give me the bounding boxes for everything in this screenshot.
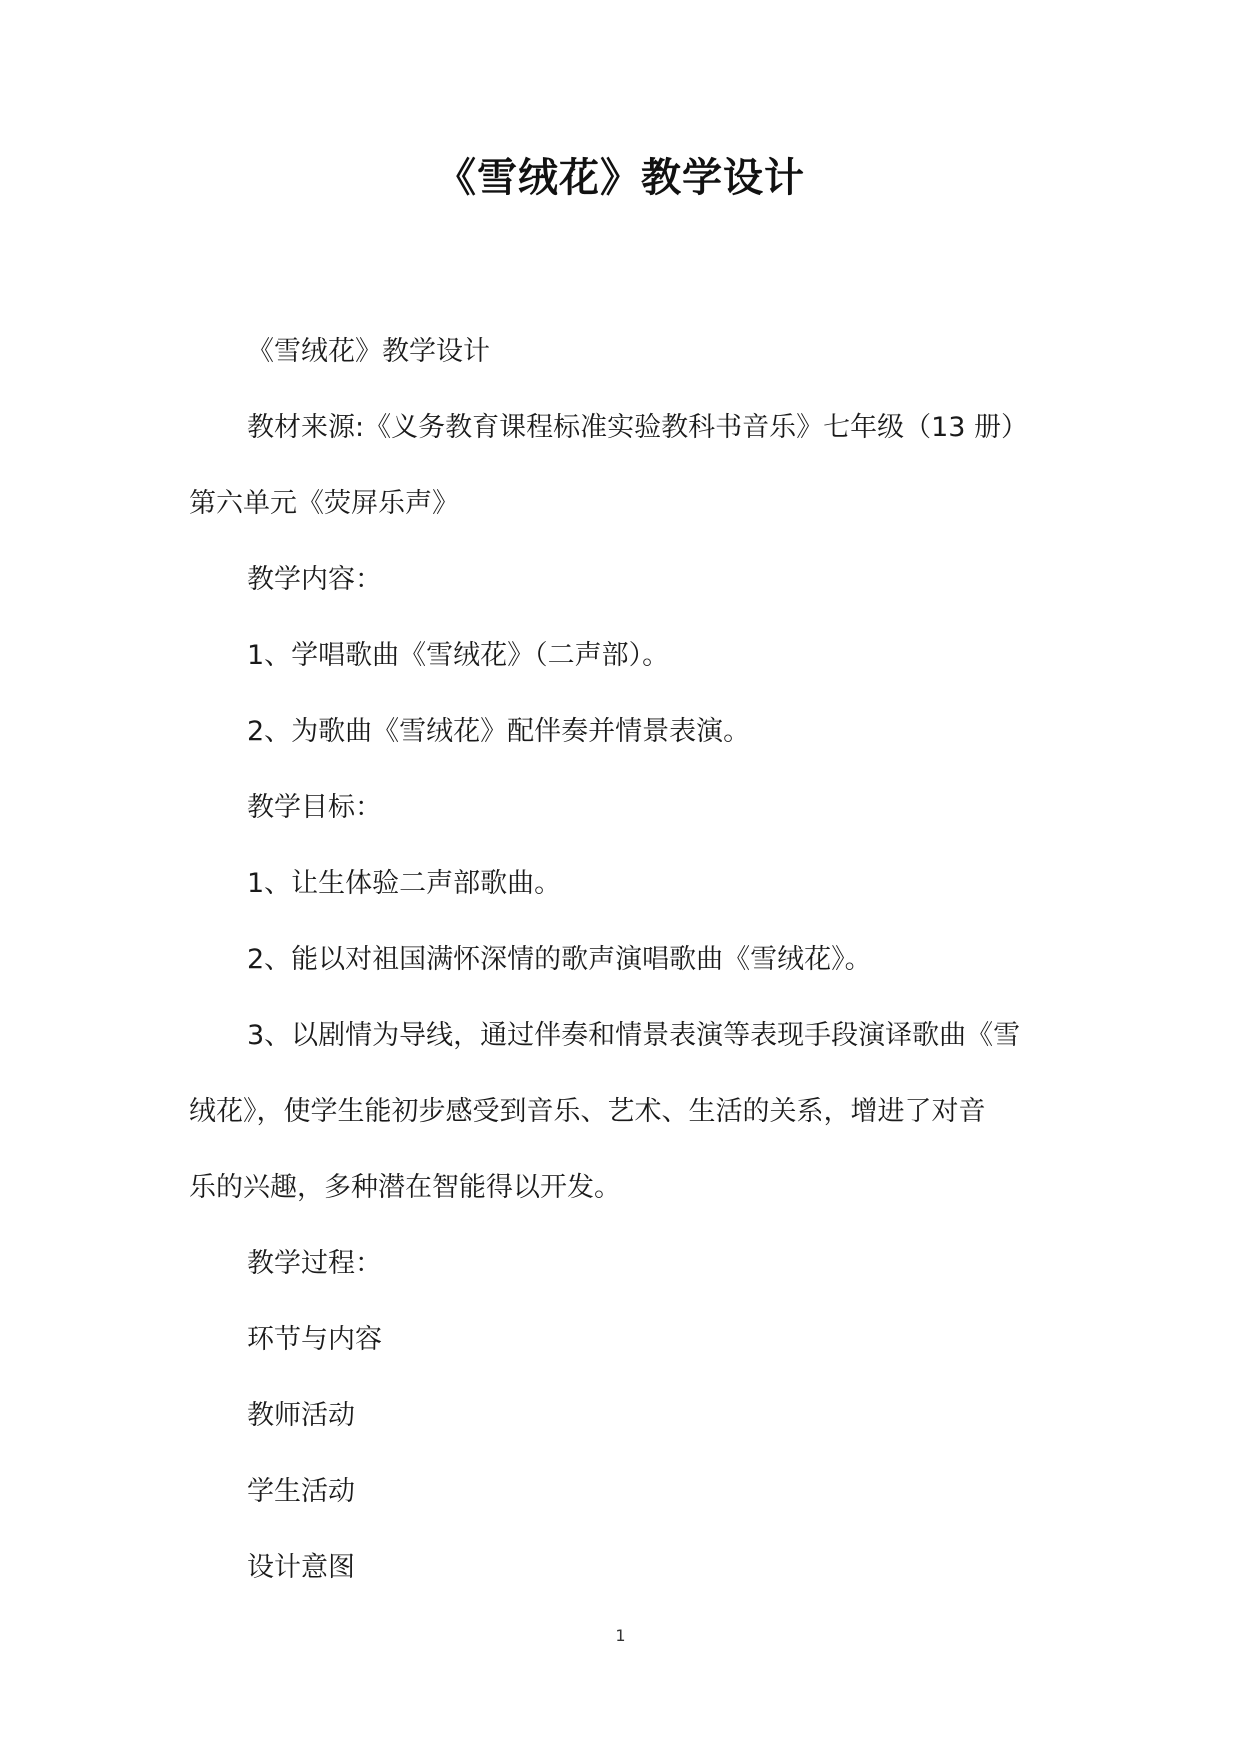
process-column-teacher: 教师活动 (247, 1400, 355, 1431)
heading-teaching-content: 教学内容： (247, 564, 382, 595)
paragraph-source-line-2: 第六单元《荧屏乐声》 (189, 488, 459, 519)
process-column-student: 学生活动 (247, 1476, 355, 1507)
paragraph-subtitle: 《雪绒花》教学设计 (247, 336, 490, 367)
list-item-goal-2: 2、能以对祖国满怀深情的歌声演唱歌曲《雪绒花》。 (247, 944, 872, 975)
page-number: 1 (615, 1626, 626, 1645)
list-item-content-2: 2、为歌曲《雪绒花》配伴奏并情景表演。 (247, 716, 751, 747)
list-item-goal-3-line-2: 绒花》，使学生能初步感受到音乐、艺术、生活的关系，增进了对音 (189, 1096, 986, 1127)
process-column-intent: 设计意图 (247, 1552, 355, 1583)
process-column-stage: 环节与内容 (247, 1324, 382, 1355)
paragraph-source-line-1: 教材来源:《义务教育课程标准实验教科书音乐》七年级（13 册） (247, 412, 1029, 443)
heading-teaching-goals: 教学目标： (247, 792, 382, 823)
list-item-content-1: 1、学唱歌曲《雪绒花》（二声部）。 (247, 640, 670, 671)
list-item-goal-3-line-1: 3、以剧情为导线，通过伴奏和情景表演等表现手段演译歌曲《雪 (247, 1020, 1021, 1051)
page-title: 《雪绒花》教学设计 (436, 154, 805, 201)
list-item-goal-1: 1、让生体验二声部歌曲。 (247, 868, 562, 899)
heading-teaching-process: 教学过程： (247, 1248, 382, 1279)
list-item-goal-3-line-3: 乐的兴趣，多种潜在智能得以开发。 (189, 1172, 621, 1203)
